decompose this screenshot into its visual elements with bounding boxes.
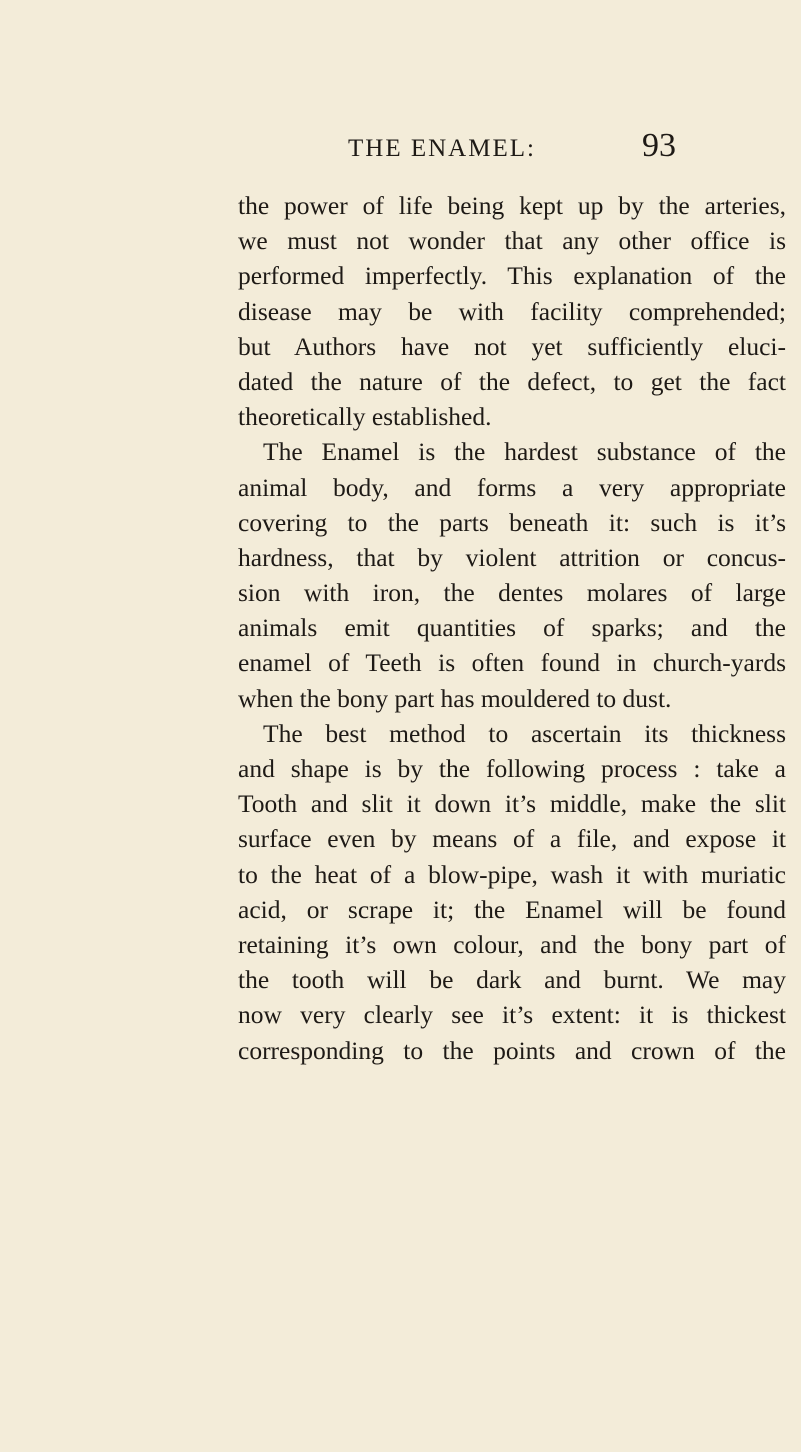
text-line: sion with iron, the dentes molares of large (238, 578, 786, 608)
body-text (238, 188, 786, 1068)
text-line: the tooth will be dark and burnt. We may (238, 965, 786, 995)
text-line: animal body, and forms a very appropriate (238, 472, 786, 502)
text-line: to the heat of a blow-pipe, wash it with muriatic (238, 859, 786, 889)
text-line: covering to the parts beneath it: such is it’s (238, 507, 786, 537)
text-line: The Enamel is the hardest substance of the (263, 437, 786, 467)
text-line: corresponding to the points and crown of the (238, 1035, 786, 1065)
text-line: hardness, that by violent attrition or concus- (238, 542, 786, 572)
text-line: animals emit quantities of sparks; and the (238, 613, 786, 643)
text-line: acid, or scrape it; the Enamel will be found (238, 894, 786, 924)
text-line: disease may be with facility comprehended; (238, 296, 786, 326)
text-line: retaining it’s own colour, and the bony part of (238, 929, 786, 959)
text-line: The best method to ascertain its thickness (263, 718, 786, 748)
text-line: but Authors have not yet sufficiently eluci- (238, 331, 786, 361)
text-line: we must not wonder that any other office is (238, 226, 786, 256)
text-line: theoretically established. (238, 402, 492, 432)
page-number: 93 (642, 127, 676, 164)
running-head (0, 125, 801, 173)
text-line: the power of life being kept up by the arteries, (238, 191, 786, 220)
running-head-title: THE ENAMEL: (348, 135, 536, 162)
text-line: Tooth and slit it down it’s middle, make the slit (238, 789, 786, 819)
text-line: dated the nature of the defect, to get the fact (238, 366, 786, 396)
text-line: and shape is by the following process : take a (238, 754, 786, 783)
text-line: surface even by means of a file, and expose it (238, 824, 786, 854)
text-line: performed imperfectly. This explanation of the (238, 261, 786, 291)
text-line: when the bony part has mouldered to dust. (238, 683, 672, 713)
text-line: now very clearly see it’s extent: it is thickest (238, 1000, 786, 1030)
text-line: enamel of Teeth is often found in church-yards (238, 648, 786, 678)
